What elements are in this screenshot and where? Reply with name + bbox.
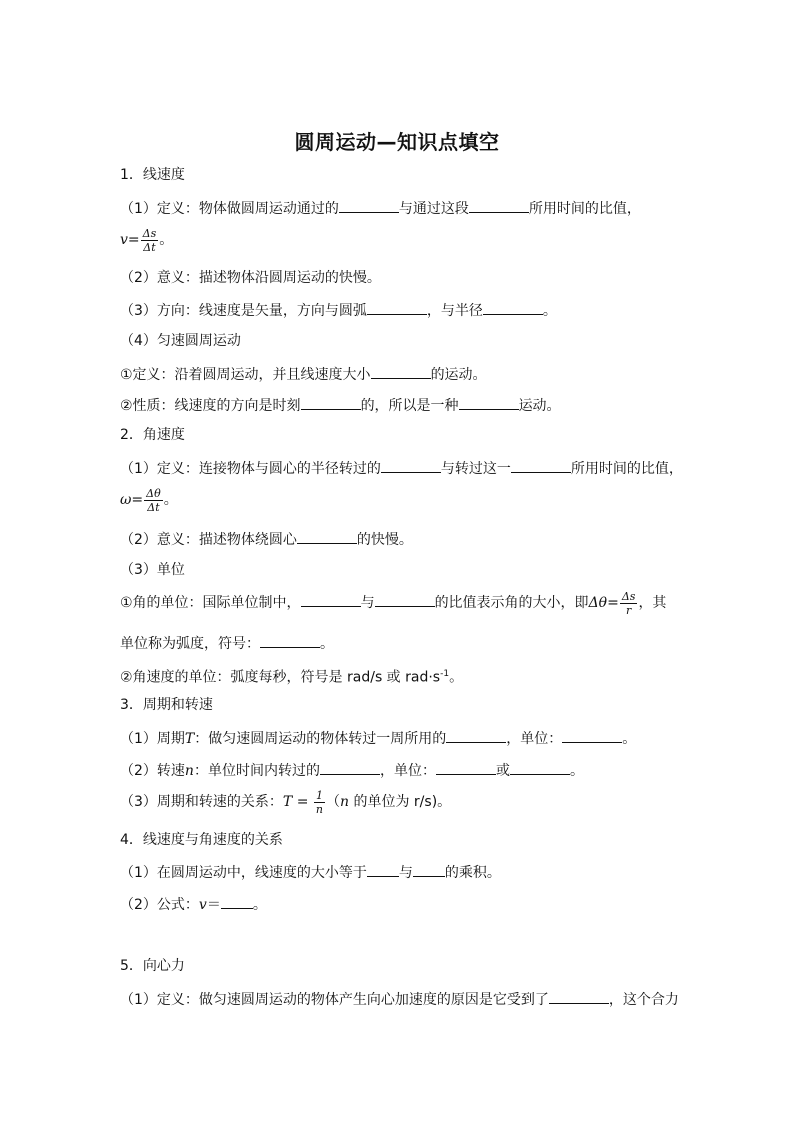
s2-formula: ω= $\frac{\Delta\theta}{\Delta t}$ 。 <box>120 486 178 514</box>
blank-field[interactable] <box>301 592 361 607</box>
fraction: $\frac{\Delta s}{r}$ <box>621 589 636 617</box>
blank-field[interactable] <box>339 198 399 213</box>
s1-formula: v= $\frac{\Delta s}{\Delta t}$ 。 <box>120 226 174 254</box>
blank-field[interactable] <box>260 633 320 648</box>
section-4-heading: 4．线速度与角速度的关系 <box>120 832 283 848</box>
blank-field[interactable] <box>367 862 399 877</box>
s1-direction: （3）方向：线速度是矢量，方向与圆弧 ，与半径 。 <box>120 300 557 320</box>
s3-relation: （3）周期和转速的关系：T = $\frac{1}{n}$ （n 的单位为 r/s)。 <box>120 788 452 816</box>
blank-field[interactable] <box>297 529 357 544</box>
blank-field[interactable] <box>381 458 441 473</box>
s2-angle-unit: ①角的单位：国际单位制中， 与 的比值表示角的大小，即Δθ= $\frac{\Delta s}{r}$ ，其 <box>120 589 667 617</box>
blank-field[interactable] <box>459 395 519 410</box>
blank-field[interactable] <box>221 894 253 909</box>
s2-omega-unit: ②角速度的单位：弧度每秒，符号是 rad/s 或 $rad\cdot s^{-1}$。 <box>120 669 464 686</box>
section-5-heading: 5．向心力 <box>120 958 185 974</box>
s1-meaning: （2）意义：描述物体沿圆周运动的快慢。 <box>120 270 381 286</box>
blank-field[interactable] <box>367 300 427 315</box>
fraction: $\frac{1}{n}$ <box>315 788 323 816</box>
s1-uniform-property: ②性质：线速度的方向是时刻 的，所以是一种 运动。 <box>120 395 561 415</box>
blank-field[interactable] <box>469 198 529 213</box>
page-title: 圆周运动—知识点填空 <box>294 130 500 154</box>
s2-definition: （1）定义：连接物体与圆心的半径转过的 与转过这一 所用时间的比值， <box>120 458 683 478</box>
s1-uniform-definition: ①定义：沿着圆周运动，并且线速度大小 的运动。 <box>120 364 487 384</box>
blank-field[interactable] <box>320 760 380 775</box>
blank-field[interactable] <box>446 728 506 743</box>
section-3-heading: 3．周期和转速 <box>120 697 213 713</box>
blank-field[interactable] <box>549 989 609 1004</box>
blank-field[interactable] <box>511 458 571 473</box>
s1-uniform-heading: （4）匀速圆周运动 <box>120 333 241 349</box>
s3-rotation-speed: （2）转速n：单位时间内转过的 ，单位： 或 。 <box>120 760 584 780</box>
fraction: $\frac{\Delta s}{\Delta t}$ <box>142 226 157 254</box>
blank-field[interactable] <box>510 760 570 775</box>
s2-unit-heading: （3）单位 <box>120 562 185 578</box>
s2-meaning: （2）意义：描述物体绕圆心 的快慢。 <box>120 529 413 549</box>
blank-field[interactable] <box>483 300 543 315</box>
fraction: $\frac{\Delta\theta}{\Delta t}$ <box>146 486 161 514</box>
s3-period: （1）周期T：做匀速圆周运动的物体转过一周所用的 ，单位： 。 <box>120 728 636 748</box>
section-2-heading: 2．角速度 <box>120 427 185 443</box>
blank-field[interactable] <box>301 395 361 410</box>
blank-field[interactable] <box>371 364 431 379</box>
blank-field[interactable] <box>562 728 622 743</box>
blank-field[interactable] <box>436 760 496 775</box>
s1-definition: （1）定义：物体做圆周运动通过的 与通过这段 所用时间的比值， <box>120 198 641 218</box>
s2-angle-unit-cont: 单位称为弧度，符号： 。 <box>120 633 334 653</box>
section-1-heading: 1．线速度 <box>120 167 185 183</box>
s5-definition: （1）定义：做匀速圆周运动的物体产生向心加速度的原因是它受到了 ，这个合力 <box>120 989 679 1009</box>
s4-formula: （2）公式：v＝ 。 <box>120 894 267 914</box>
s4-relation: （1）在圆周运动中，线速度的大小等于 与 的乘积。 <box>120 862 501 882</box>
blank-field[interactable] <box>413 862 445 877</box>
blank-field[interactable] <box>375 592 435 607</box>
